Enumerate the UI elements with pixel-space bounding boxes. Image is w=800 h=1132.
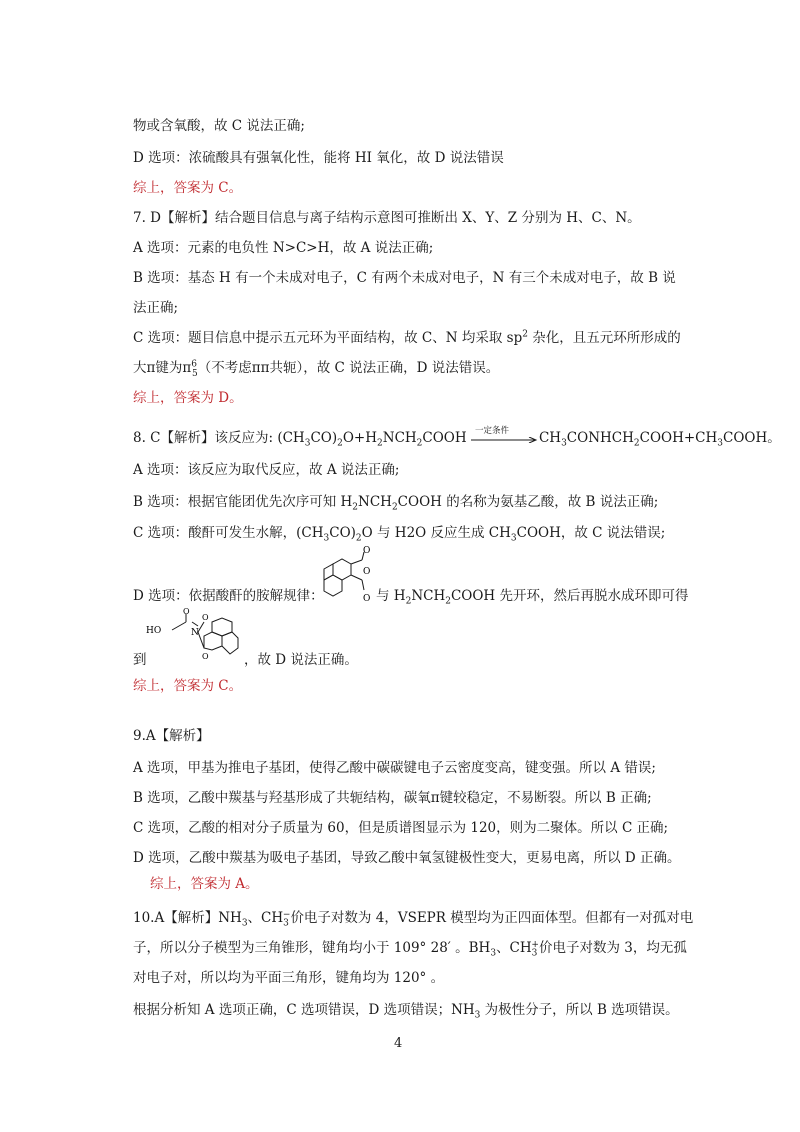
page-number: 4 — [394, 1036, 403, 1051]
reaction-arrow — [471, 425, 539, 445]
line-q9-b-option: B 选项，乙酸中羰基与羟基形成了共轭结构，碳氧π键较稳定，不易断裂。所以 B 正确; — [133, 790, 652, 806]
line-q7-a-option: A 选项：元素的电负性 N>C>H，故 A 说法正确; — [133, 240, 434, 256]
line-q8-reaction: 8. C【解析】该反应为: $(CH_3CO)_2O+H_2NCH_2COOH$ 一定条件 $CH_3CONHCH_2COOH+CH_3COOH$。 — [133, 428, 781, 448]
line-q8-c-option: C 选项：酸酐可发生水解，$(CH_3CO)_2O$ 与 H2O 反应生成 $CH_3COOH$，故 C 说法错误; — [133, 525, 666, 544]
svg-text:O: O — [363, 546, 371, 556]
line-q7-b-option: B 选项：基态 H 有一个未成对电子，C 有两个未成对电子，N 有三个未成对电子，故 B 说 — [133, 270, 676, 286]
naphthalimide-product-structure — [142, 608, 240, 666]
line-q9-c-option: C 选项，乙酸的相对分子质量为 60，但是质谱图显示为 120，则为二聚体。所以 C 正确; — [133, 820, 669, 836]
line-q10-continued-2: 对电子对，所以均为平面三角形，键角均为 120° 。 — [133, 970, 445, 986]
line-q7-b-continued: 法正确; — [133, 300, 179, 316]
line-q7-c-option: C 选项：题目信息中提示五元环为平面结构，故 C、N 均采取 $sp^2$ 杂化，且五元环所形成的 — [133, 329, 681, 346]
line-q8-d-result: ，故 D 说法正确。 — [244, 652, 358, 668]
line-q8-d-option: D 选项：依据酸酐的胺解规律： — [133, 588, 324, 604]
line-q8-a-option: A 选项：该反应为取代反应，故 A 说法正确; — [133, 462, 400, 478]
naphthalic-anhydride-structure — [316, 544, 376, 610]
line-q8-b-option: B 选项：根据官能团优先次序可知 $H_2NCH_2COOH$ 的名称为氨基乙酸，故 B 说法正确; — [133, 494, 659, 513]
line-q6-d-option: D 选项：浓硫酸具有强氧化性，能将 HI 氧化，故 D 说法错误 — [133, 150, 504, 166]
line-q6-answer: 综上，答案为 C。 — [133, 180, 243, 196]
line-q6-c-tail: 物或含氧酸，故 C 说法正确; — [133, 118, 305, 134]
svg-text:O: O — [202, 652, 209, 661]
line-q10-continued-1: 子，所以分子模型为三角锥形，键角均小于 109° 28′ 。$BH_3$、$CH_3^+$价电子对数为 3，均无孤 — [133, 939, 687, 959]
svg-text:O: O — [363, 567, 371, 577]
line-q9-answer: 综上，答案为 A。 — [150, 876, 259, 892]
line-q9-a-option: A 选项，甲基为推电子基团，使得乙酸中碳碳键电子云密度变高，键变强。所以 A 错误; — [133, 760, 656, 776]
line-q9-header: 9.A【解析】 — [133, 728, 210, 744]
reaction-condition: 一定条件 — [474, 425, 509, 436]
svg-text:O: O — [363, 594, 371, 604]
line-q8-d-result-label: 到 — [133, 652, 147, 668]
arrow-icon — [471, 437, 539, 443]
line-q7-answer: 综上，答案为 D。 — [133, 390, 243, 406]
svg-text:O: O — [183, 608, 190, 616]
svg-text:N: N — [191, 628, 199, 638]
line-q7-c-continued: 大π键为$\pi^6_5$（不考虑ππ共轭），故 C 说法正确，D 说法错误。 — [133, 359, 500, 379]
line-q8-d-option-continued: 与 $H_2NCH_2COOH$ 先开环，然后再脱水成环即可得 — [376, 588, 689, 607]
line-q10-conclusion: 根据分析知 A 选项正确，C 选项错误，D 选项错误；$NH_3$ 为极性分子，所以 B 选项错误。 — [133, 1002, 679, 1021]
svg-text:O: O — [202, 613, 209, 622]
line-q9-d-option: D 选项，乙酸中羰基为吸电子基团，导致乙酸中氧氢键极性变大，更易电离，所以 D 正确。 — [133, 850, 681, 866]
line-q7-header: 7. D【解析】结合题目信息与离子结构示意图可推断出 X、Y、Z 分别为 H、C、N。 — [133, 210, 641, 226]
line-q8-answer: 综上，答案为 C。 — [133, 678, 243, 694]
svg-text:HO: HO — [146, 626, 162, 636]
line-q10-header: 10.A【解析】$NH_3$、$CH_3^-$价电子对数为 4，VSEPR 模型均为正四面体型。但都有一对孤对电 — [133, 909, 694, 929]
